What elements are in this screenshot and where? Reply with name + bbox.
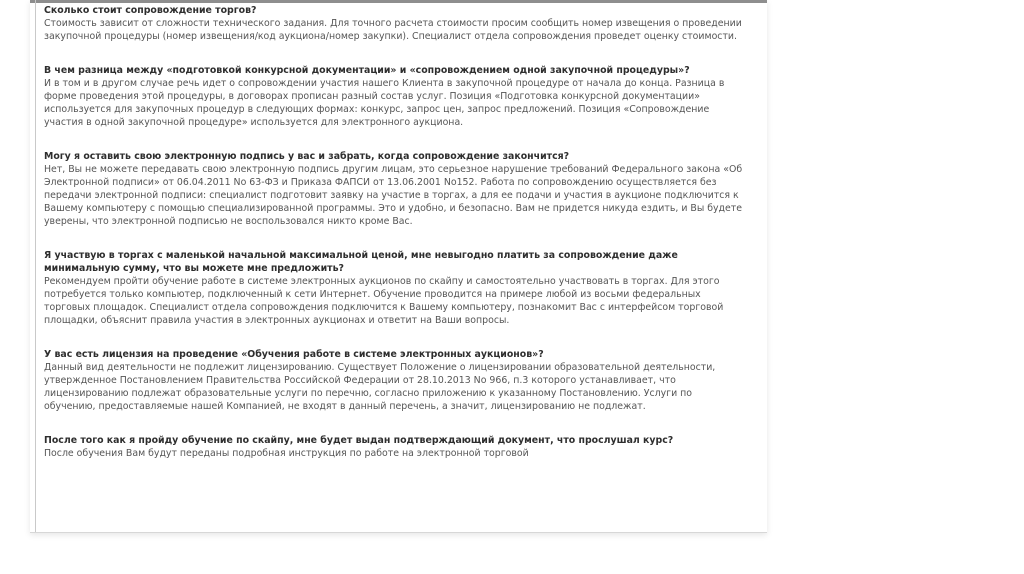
left-margin-rule — [35, 0, 36, 533]
faq-item-difference — [44, 64, 744, 129]
faq-answer: Стоимость зависит от сложности технического задания. Для точного расчета стоимости просим сообщить номер извещения о проведении закупочной процедуры (номер извещения/код аукциона/номер закупки). Специалист отдела сопровождения проведет оценку стоимости. — [44, 18, 742, 42]
faq-answer: Нет, Вы не можете передавать свою электронную подпись другим лицам, это серьезное нарушение требований Федерального закона «Об Электронной подписи» от 06.04.2011 No 63-ФЗ и Приказа ФАПСИ от 13.06.2001 No152. Работа по сопровождению осуществляется без передачи электронной подписи: специалист подготовит заявку на участие в торгах, а для ее подачи и участия в аукционе подключится к Вашему компьютеру с помощью специализированной программы. Это и удобно, и безопасно. Вам не придется никуда ездить, и Вы будете уверены, что электронной подписью не воспользовался никто кроме Вас. — [44, 164, 743, 227]
faq-item-low-price — [44, 249, 744, 327]
faq-item-signature — [44, 150, 744, 228]
bottom-divider — [30, 532, 767, 533]
faq-item-certificate — [44, 434, 744, 460]
top-divider — [30, 0, 767, 3]
faq-question: У вас есть лицензия на проведение «Обучения работе в системе электронных аукционов»? — [44, 349, 544, 360]
faq-question: Могу я оставить свою электронную подпись у вас и забрать, когда сопровождение закончится? — [44, 151, 570, 162]
faq-answer: И в том и в другом случае речь идет о сопровождении участия нашего Клиента в закупочной процедуре от начала до конца. Разница в форме проведения этой процедуры, в договорах прописан разный состав услуг. Позиция «Подготовка конкурсной документации» используется для закупочных процедур в следующих формах: конкурс, запрос цен, запрос предложений. Позиция «Сопровождение участия в одной закупочной процедуре» используется для электронного аукциона. — [44, 78, 725, 128]
faq-answer: Данный вид деятельности не подлежит лицензированию. Существует Положение о лицензировании образовательной деятельности, утвержденное Постановлением Правительства Российской Федерации от 28.10.2013 No 966, п.3 которого устанавливает, что лицензированию подлежат образовательные услуги по перечню, согласно приложению к указанному Постановлению. Услуги по обучению, предоставляемые нашей Компанией, не входят в данный перечень, а значит, лицензированию не подлежат. — [44, 362, 716, 412]
faq-answer: После обучения Вам будут переданы подробная инструкция по работе на электронной торговой — [44, 448, 529, 459]
faq-question: Сколько стоит сопровождение торгов? — [44, 5, 257, 16]
faq-question: После того как я пройду обучение по скайпу, мне будет выдан подтверждающий документ, что прослушал курс? — [44, 435, 674, 446]
document-page — [30, 0, 767, 533]
faq-list — [44, 6, 744, 460]
faq-question: Я участвую в торгах с маленькой начальной максимальной ценой, мне невыгодно платить за сопровождение даже минимальную сумму, что вы можете мне предложить? — [44, 250, 678, 274]
faq-answer: Рекомендуем пройти обучение работе в системе электронных аукционов по скайпу и самостоятельно участвовать в торгах. Для этого потребуется только компьютер, подключенный к сети Интернет. Обучение проводится на примере любой из восьми федеральных торговых площадок. Специалист отдела сопровождения подключится к Вашему компьютеру, познакомит Вас с интерфейсом торговой площадки, объяснит правила участия в электронных аукционах и ответит на Ваши вопросы. — [44, 276, 724, 326]
faq-question: В чем разница между «подготовкой конкурсной документации» и «сопровождением одной закупочной процедуры»? — [44, 65, 690, 76]
faq-item-cost — [44, 4, 744, 43]
faq-item-license — [44, 348, 744, 413]
